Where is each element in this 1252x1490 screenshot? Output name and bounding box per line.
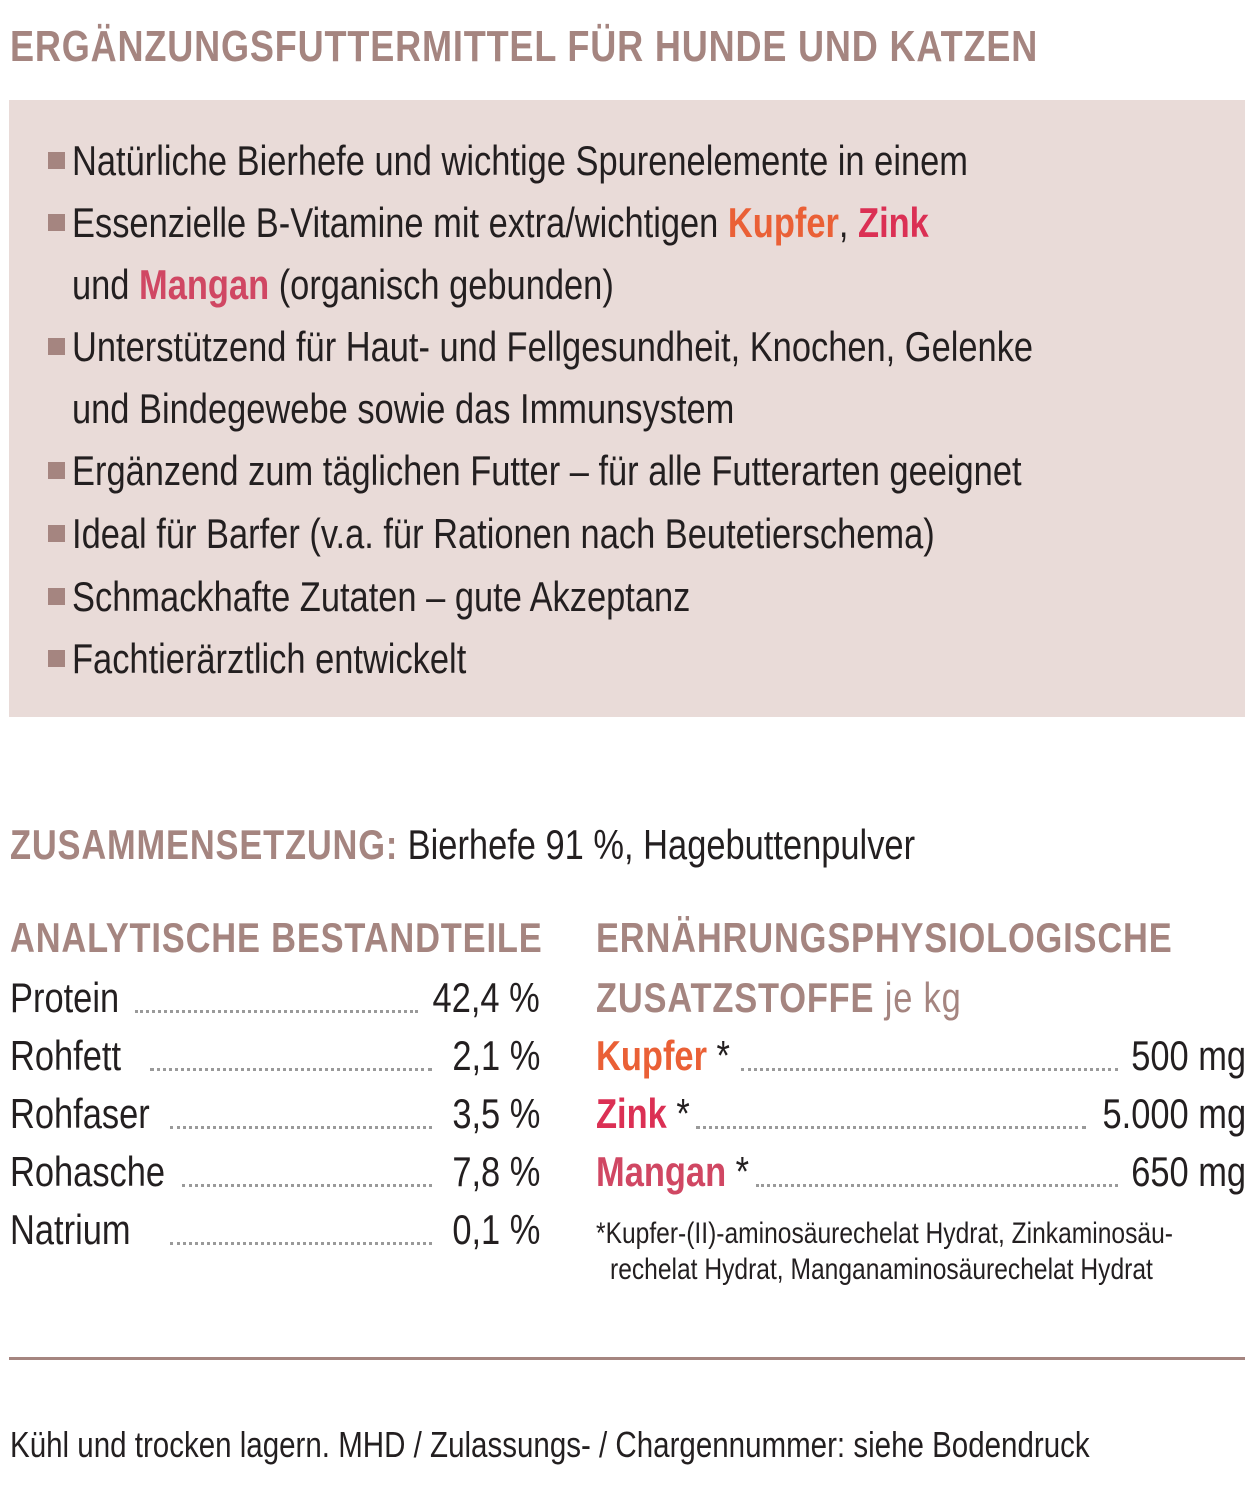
analytical-value: 2,1 % xyxy=(451,1032,540,1079)
bullet-square-icon xyxy=(48,525,65,542)
product-title: ERGÄNZUNGSFUTTERMITTEL FÜR HUNDE UND KATZEN xyxy=(10,22,1039,71)
analytical-name: Rohfett xyxy=(10,1032,122,1079)
feature-item: Unterstützend für Haut- und Fellgesundheit, Knochen, Gelenke xyxy=(72,316,1244,378)
leader-dots xyxy=(170,1242,432,1245)
feature-item: Schmackhafte Zutaten – gute Akzeptanz xyxy=(72,566,826,628)
composition-label: ZUSAMMENSETZUNG: xyxy=(10,821,399,868)
storage-note: Kühl und trocken lagern. MHD / Zulassungs- / Chargennummer: siehe Bodendruck xyxy=(10,1424,1090,1465)
feature-item: Essenzielle B-Vitamine mit extra/wichtigen Kupfer, Zink xyxy=(72,192,1117,254)
leader-dots xyxy=(741,1068,1118,1071)
analytical-heading: ANALYTISCHE BESTANDTEILE xyxy=(10,914,543,961)
additive-name: Kupfer * xyxy=(596,1032,730,1079)
bullet-square-icon xyxy=(48,588,65,605)
analytical-value: 0,1 % xyxy=(451,1206,540,1253)
additives-heading-unit: je kg xyxy=(874,974,962,1021)
mangan-highlight: Mangan xyxy=(139,261,270,308)
feature-item: Fachtierärztlich entwickelt xyxy=(72,628,553,690)
leader-dots xyxy=(150,1068,432,1071)
additive-value: 5.000 mg xyxy=(1102,1090,1246,1137)
divider xyxy=(9,1357,1245,1360)
analytical-name: Natrium xyxy=(10,1206,131,1253)
additive-value: 650 mg xyxy=(1131,1148,1246,1195)
leader-dots xyxy=(182,1184,432,1187)
analytical-value: 3,5 % xyxy=(451,1090,540,1137)
feature-item-continuation: und Mangan (organisch gebunden) xyxy=(72,261,614,308)
additives-footnote: *Kupfer-(II)-aminosäurechelat Hydrat, Zinkaminosäu- rechelat Hydrat, Manganaminosäurechelat Hydrat xyxy=(596,1217,1173,1286)
feature-item-continuation: und Bindegewebe sowie das Immunsystem xyxy=(72,385,735,432)
leader-dots xyxy=(135,1010,418,1013)
feature-item: Natürliche Bierhefe und wichtige Spurenelemente in einem xyxy=(72,130,1165,192)
bullet-square-icon xyxy=(48,462,65,479)
zink-highlight: Zink xyxy=(858,199,929,246)
feature-item: Ergänzend zum täglichen Futter – für alle Futterarten geeignet xyxy=(72,440,1230,502)
additive-name: Zink * xyxy=(596,1090,690,1137)
kupfer-highlight: Kupfer xyxy=(727,199,839,246)
additives-heading-line2: ZUSATZSTOFFE je kg xyxy=(596,974,962,1021)
bullet-square-icon xyxy=(48,338,65,355)
bullet-square-icon xyxy=(48,214,65,231)
analytical-value: 42,4 % xyxy=(432,974,540,1021)
additives-heading: ERNÄHRUNGSPHYSIOLOGISCHE xyxy=(596,914,1173,961)
additive-value: 500 mg xyxy=(1131,1032,1246,1079)
analytical-value: 7,8 % xyxy=(451,1148,540,1195)
analytical-name: Protein xyxy=(10,974,120,1021)
analytical-name: Rohfaser xyxy=(10,1090,150,1137)
composition xyxy=(10,820,1114,870)
leader-dots xyxy=(696,1126,1086,1129)
composition-value: Bierhefe 91 %, Hagebuttenpulver xyxy=(398,821,916,868)
bullet-square-icon xyxy=(48,152,65,169)
additive-name: Mangan * xyxy=(596,1148,750,1195)
bullet-square-icon xyxy=(48,650,65,667)
analytical-name: Rohasche xyxy=(10,1148,166,1195)
leader-dots xyxy=(756,1184,1118,1187)
leader-dots xyxy=(170,1126,432,1129)
feature-item: Ideal für Barfer (v.a. für Rationen nach Beutetierschema) xyxy=(72,503,1124,565)
